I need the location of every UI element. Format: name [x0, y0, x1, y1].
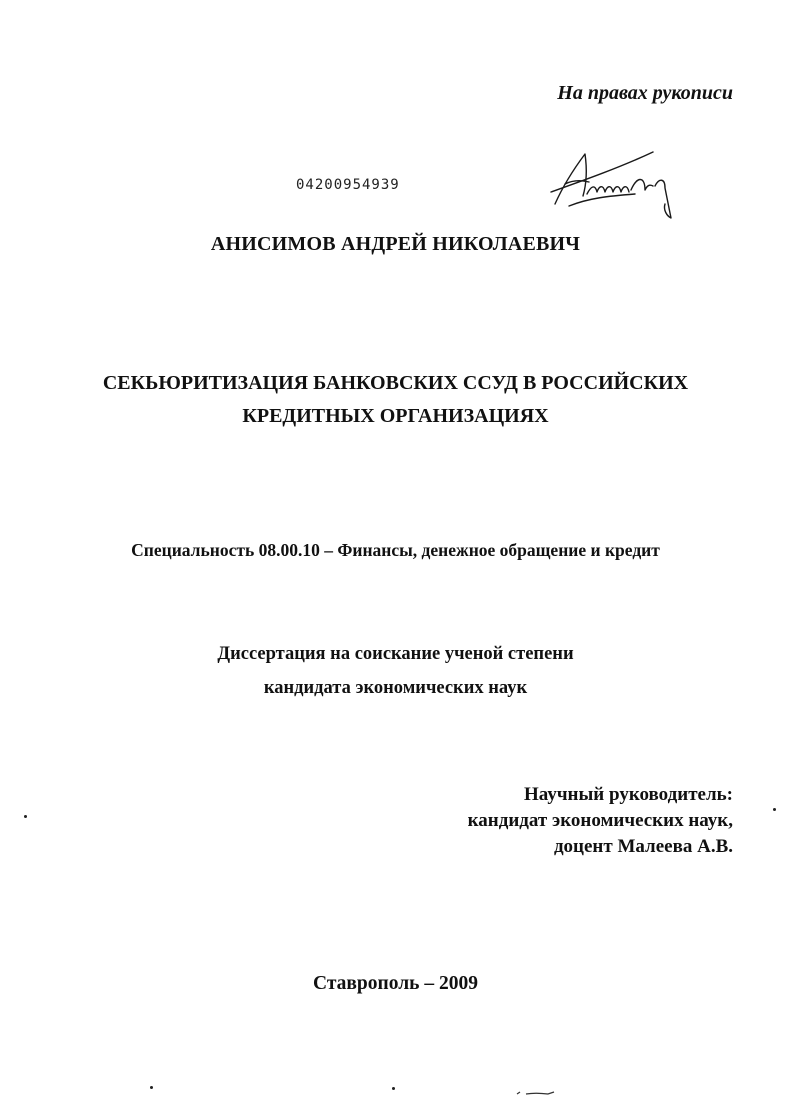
specialty-line: Специальность 08.00.10 – Финансы, денежное обращение и кредит: [131, 540, 660, 560]
author-name: АНИСИМОВ АНДРЕЙ НИКОЛАЕВИЧ: [210, 233, 581, 255]
advisor-line-1: Научный руководитель:: [524, 784, 733, 805]
handwritten-signature-icon: [549, 146, 679, 226]
advisor-line-3: доцент Малеева А.В.: [553, 836, 733, 857]
city-year: Ставрополь – 2009: [313, 973, 478, 994]
degree-line-2: кандидата экономических наук: [263, 678, 528, 698]
title-line-2: КРЕДИТНЫХ ОРГАНИЗАЦИЯХ: [242, 405, 549, 427]
scan-speck: [773, 808, 776, 811]
scan-speck: [392, 1087, 395, 1090]
title-line-1: СЕКЬЮРИТИЗАЦИЯ БАНКОВСКИХ ССУД В РОССИЙСКИХ: [102, 372, 689, 394]
advisor-line-2: кандидат экономических наук,: [467, 810, 733, 831]
scan-speck: [24, 815, 27, 818]
scan-mark: [516, 1083, 556, 1089]
manuscript-rights-note: На правах рукописи: [557, 82, 733, 104]
dissertation-title: [0, 367, 791, 433]
scientific-advisor: [468, 782, 733, 860]
scan-speck: [150, 1086, 153, 1089]
archive-number: 04200954939: [296, 177, 400, 193]
degree-statement: [0, 637, 791, 705]
degree-line-1: Диссертация на соискание ученой степени: [217, 644, 574, 664]
